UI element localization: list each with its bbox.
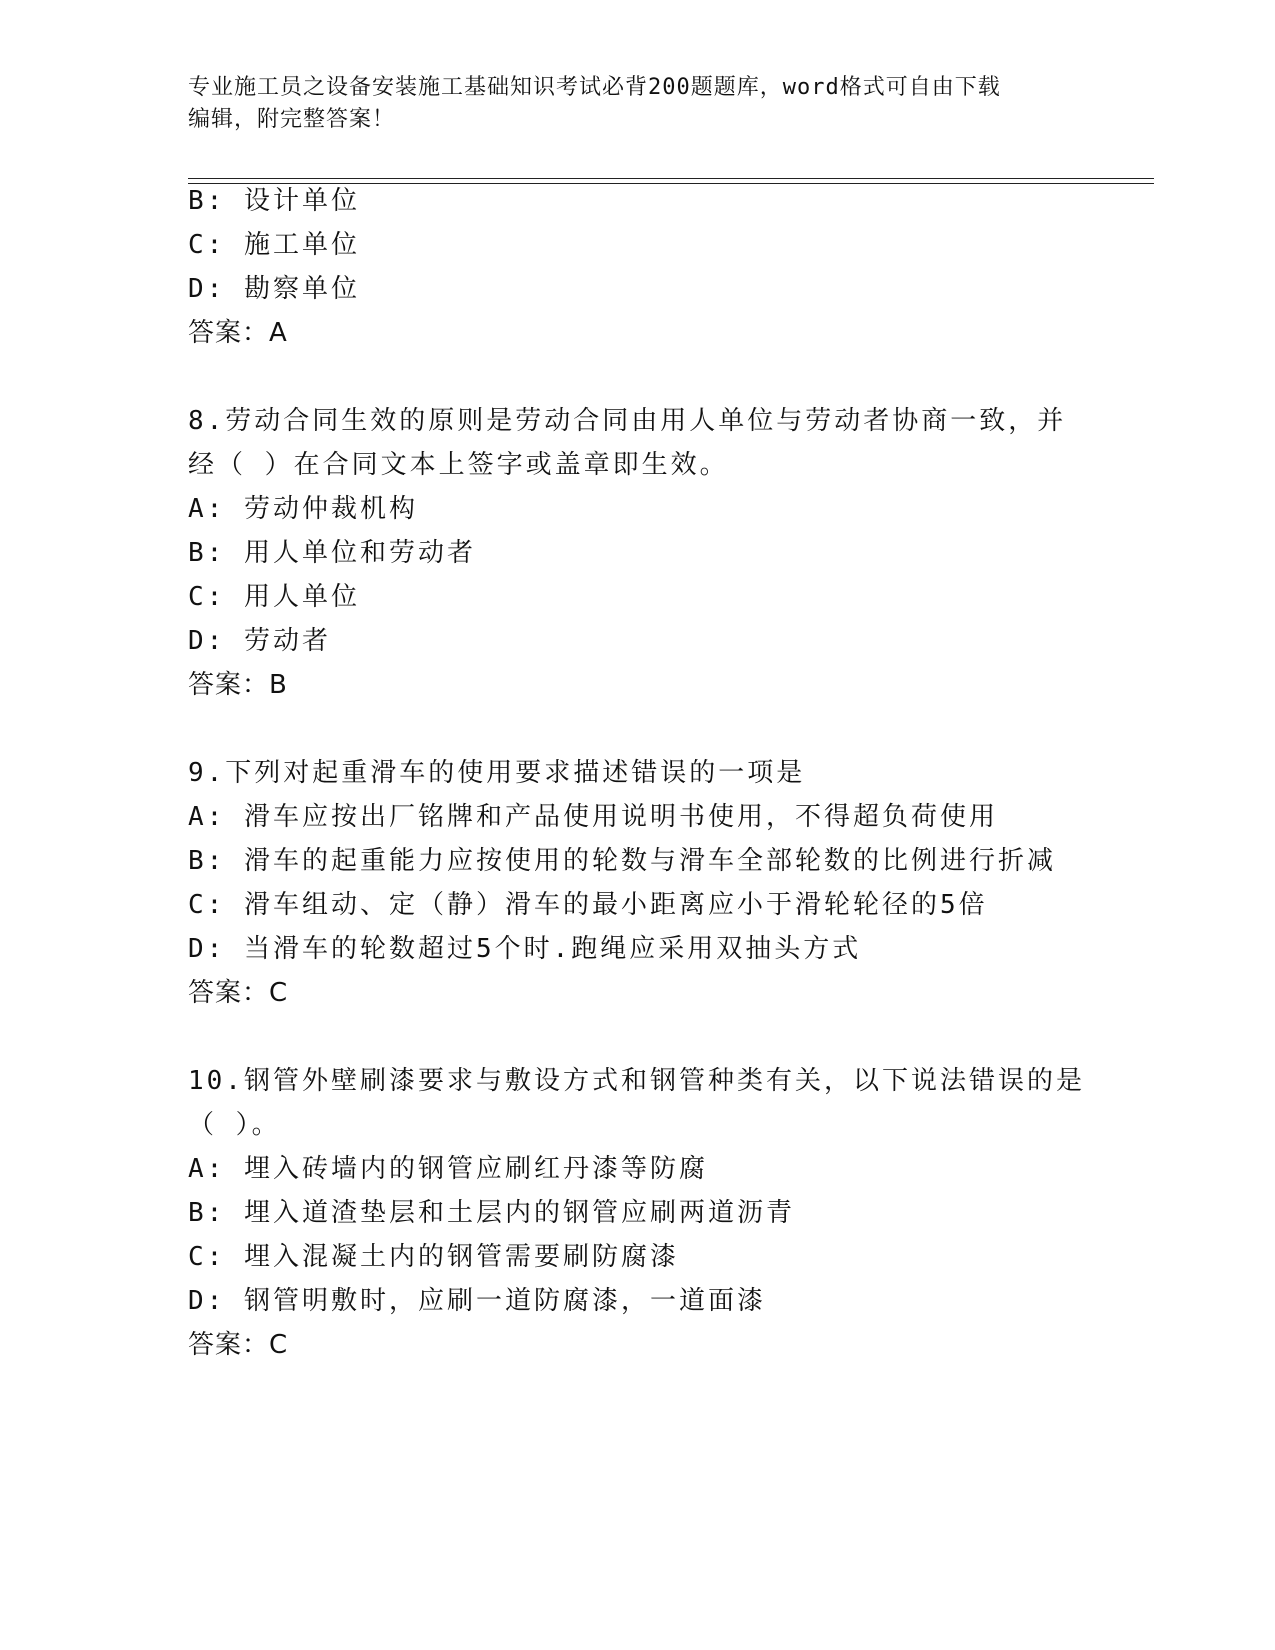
q10-option-a: A: 埋入砖墙内的钢管应刷红丹漆等防腐 (188, 1154, 708, 1184)
q10-option-b: B: 埋入道渣垫层和土层内的钢管应刷两道沥青 (188, 1198, 795, 1228)
q8-option-b: B: 用人单位和劳动者 (188, 538, 476, 568)
q8-stem-line1: 8.劳动合同生效的原则是劳动合同由用人单位与劳动者协商一致，并 (188, 406, 1067, 436)
q7-answer: 答案：A (188, 318, 288, 348)
q9-option-b: B: 滑车的起重能力应按使用的轮数与滑车全部轮数的比例进行折减 (188, 846, 1056, 876)
q7-option-b: B: 设计单位 (188, 186, 360, 216)
q9-stem-line1: 9.下列对起重滑车的使用要求描述错误的一项是 (188, 758, 806, 788)
q8-option-d: D: 劳动者 (188, 626, 331, 656)
q10-answer: 答案：C (188, 1330, 289, 1360)
header-title-line1: 专业施工员之设备安装施工基础知识考试必背200题题库，word格式可自由下载 (188, 75, 1001, 100)
header-divider-top (188, 178, 1154, 179)
q10-stem-line2: （ ）。 (188, 1110, 281, 1140)
q7-option-c: C: 施工单位 (188, 230, 360, 260)
document-header (188, 72, 1088, 136)
q10-option-c: C: 埋入混凝土内的钢管需要刷防腐漆 (188, 1242, 679, 1272)
q9-option-c: C: 滑车组动、定（静）滑车的最小距离应小于滑轮轮径的5倍 (188, 890, 988, 920)
q8-answer: 答案：B (188, 670, 288, 700)
header-title-line2: 编辑，附完整答案！ (188, 107, 396, 132)
q8-option-c: C: 用人单位 (188, 582, 360, 612)
q10-option-d: D: 钢管明敷时，应刷一道防腐漆，一道面漆 (188, 1286, 766, 1316)
q8-option-a: A: 劳动仲裁机构 (188, 494, 418, 524)
q9-option-a: A: 滑车应按出厂铭牌和产品使用说明书使用，不得超负荷使用 (188, 802, 998, 832)
q10-stem-line1: 10.钢管外壁刷漆要求与敷设方式和钢管种类有关，以下说法错误的是 (188, 1066, 1085, 1096)
q9-option-d: D: 当滑车的轮数超过5个时.跑绳应采用双抽头方式 (188, 934, 862, 964)
q7-option-d: D: 勘察单位 (188, 274, 360, 304)
q9-answer: 答案：C (188, 978, 289, 1008)
q8-stem-line2: 经（ ）在合同文本上签字或盖章即生效。 (188, 450, 729, 480)
